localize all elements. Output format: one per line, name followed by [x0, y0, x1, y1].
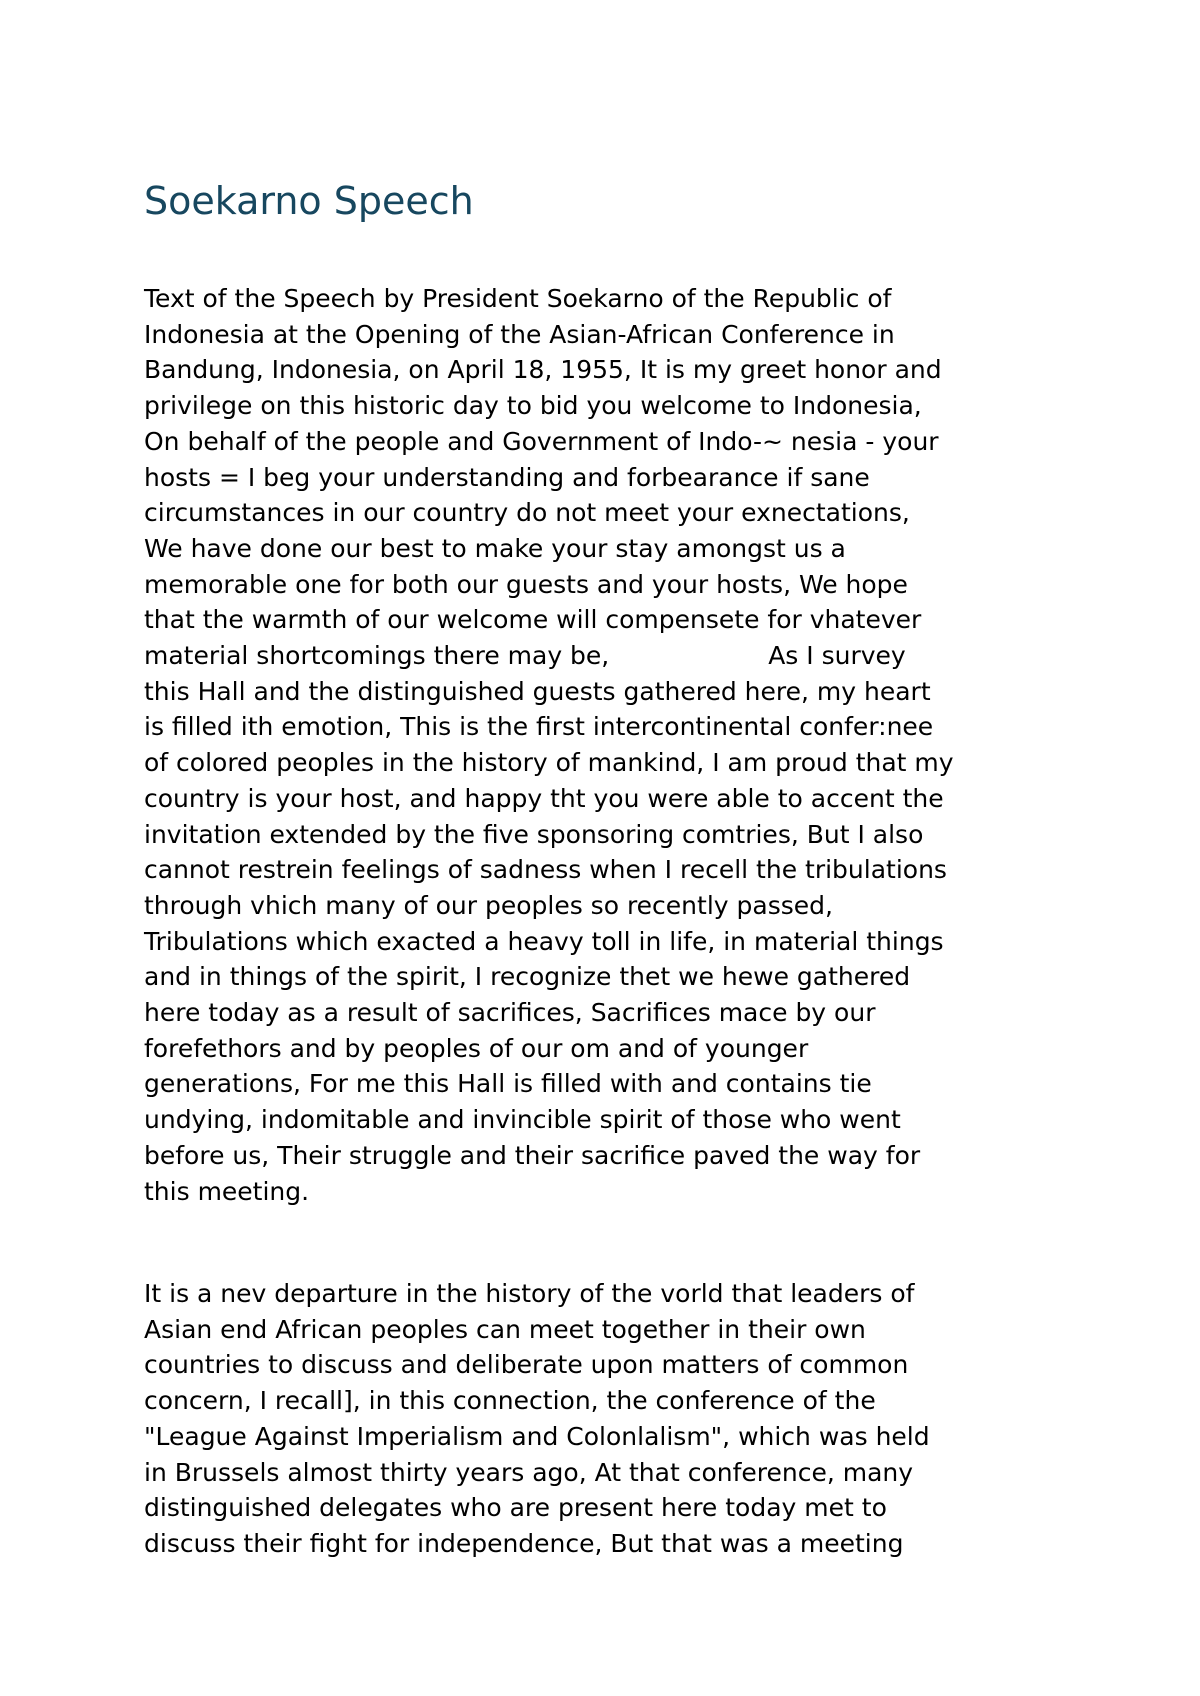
text-line: discuss their fight for independence, But that was a meeting: [144, 1528, 904, 1558]
text-line: cannot restrein feelings of sadness when I recell the tribulations: [144, 855, 947, 885]
text-line: countries to discuss and deliberate upon matters of common: [144, 1350, 909, 1380]
text-line: privilege on this historic day to bid you welcome to Indonesia,: [144, 391, 922, 421]
text-line: that the warmth of our welcome will compensete for vhatever: [144, 605, 922, 635]
text-line: generations, For me this Hall is filled with and contains tie: [144, 1069, 872, 1099]
text-line: Asian end African peoples can meet together in their own: [144, 1314, 866, 1344]
text-line: here today as a result of sacrifices, Sacrifices mace by our: [144, 998, 876, 1028]
paragraph-2: [144, 1276, 930, 1562]
text-line: invitation extended by the five sponsoring comtries, But I also: [144, 819, 924, 849]
text-line: is filled ith emotion, This is the first intercontinental confer:nee: [144, 712, 934, 742]
text-line: undying, indomitable and invincible spirit of those who went: [144, 1105, 901, 1135]
text-line: "League Against Imperialism and Colonlalism", which was held: [144, 1421, 930, 1451]
text-line: circumstances in our country do not meet your exnectations,: [144, 498, 910, 528]
text-line: before us, Their struggle and their sacrifice paved the way for: [144, 1140, 921, 1170]
text-line: this Hall and the distinguished guests gathered here, my heart: [144, 676, 931, 706]
text-line: country is your host, and happy tht you were able to accent the: [144, 783, 944, 813]
text-line: Bandung, Indonesia, on April 18, 1955, It is my greet honor and: [144, 355, 942, 385]
text-line: Text of the Speech by President Soekarno of the Republic of: [144, 284, 892, 313]
text-line: in Brussels almost thirty years ago, At that conference, many: [144, 1457, 914, 1487]
text-line: memorable one for both our guests and your hosts, We hope: [144, 569, 908, 599]
text-line: We have done our best to make your stay amongst us a: [144, 533, 846, 563]
text-line: of colored peoples in the history of mankind, I am proud that my: [144, 748, 954, 778]
text-line: distinguished delegates who are present here today met to: [144, 1493, 887, 1523]
text-line: concern, I recall], in this connection, the conference of the: [144, 1386, 876, 1416]
document-title: Soekarno Speech: [144, 179, 474, 223]
text-line: Indonesia at the Opening of the Asian-African Conference in: [144, 319, 895, 349]
text-line: hosts = I beg your understanding and forbearance if sane: [144, 462, 870, 492]
text-line: through vhich many of our peoples so recently passed,: [144, 890, 833, 920]
text-line: and in things of the spirit, I recognize thet we hewe gathered: [144, 962, 911, 992]
paragraph-1: [144, 281, 954, 1209]
text-line: On behalf of the people and Government of Indo-~ nesia - your: [144, 426, 939, 456]
text-line: material shortcomings there may be, As I survey: [144, 641, 906, 671]
text-line: this meeting.: [144, 1176, 310, 1206]
text-line: It is a nev departure in the history of the vorld that leaders of: [144, 1279, 915, 1308]
text-line: Tribulations which exacted a heavy toll in life, in material things: [144, 926, 944, 956]
text-line: forefethors and by peoples of our om and of younger: [144, 1033, 809, 1063]
